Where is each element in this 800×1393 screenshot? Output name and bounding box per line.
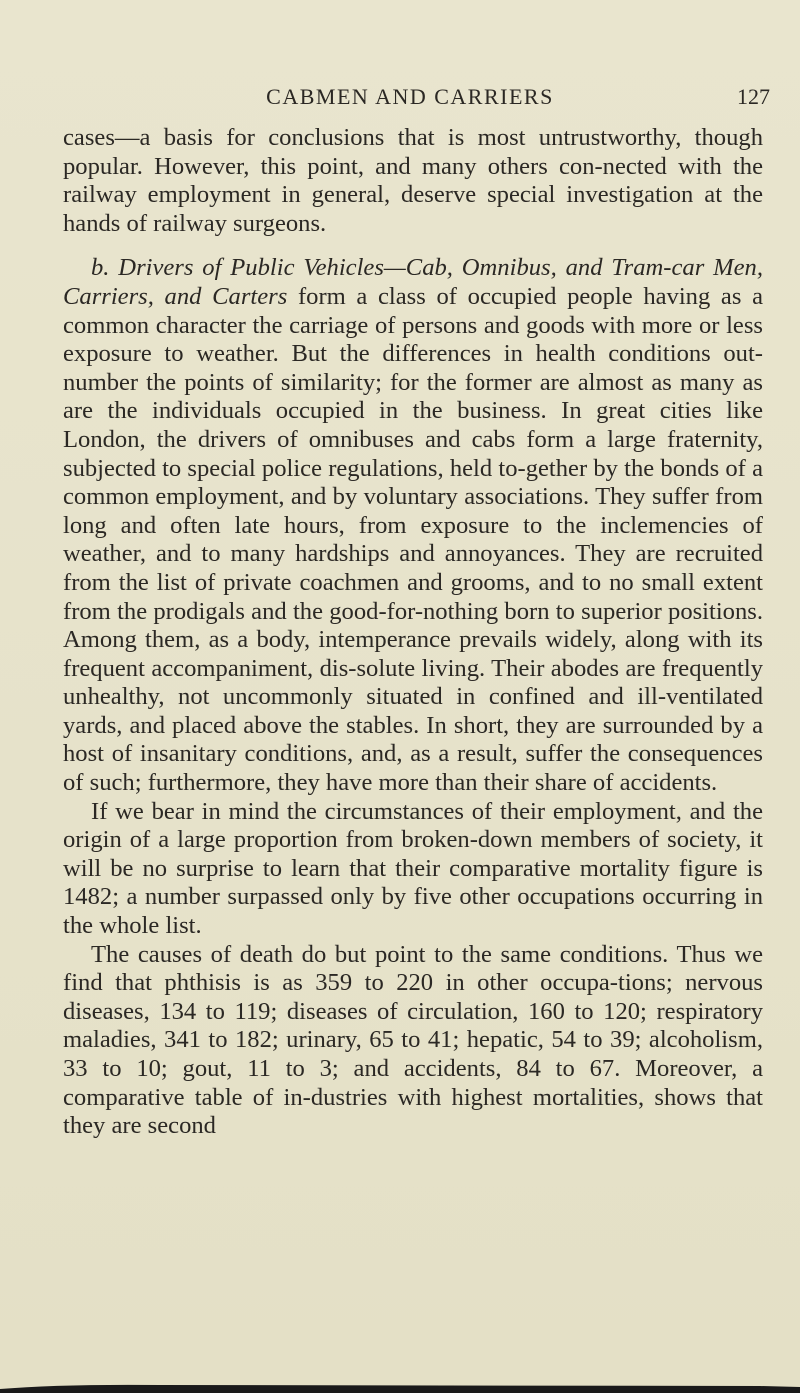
paragraph-4: The causes of death do but point to the same conditions. Thus we find that phthisis is as 359 to 220 in other occupa-tions; nervous diseases, 134 to 119; diseases of circulation, 160 to 120; respiratory maladies, 341 to 182; urinary, 65 to 41; hepatic, 54 to 39; alcoholism, 33 to 10; gout, 11 to 3; and accidents, 84 to 67. Moreover, a comparative table of in-dustries with highest mortalities, shows that they are second xyxy=(63,940,763,1140)
running-head xyxy=(60,84,770,114)
section-heading: b. Drivers of Public Vehicles—Cab, Omnibus, and Tram-car Men, Carriers, and Carters xyxy=(63,254,763,310)
paragraph-2-text: form a class of occupied people having as a common character the carriage of persons and goods with more or less exposure to weather. But the differences in health conditions out-number the points of similarity; for the former are almost as many as are the individuals occupied in the business. In great cities like London, the drivers of omnibuses and cabs form a large fraternity, subjected to special police regulations, held to-gether by the bonds of a common employment, and by voluntary associations. They suffer from long and often late hours, from exposure to the inclemencies of weather, and to many hardships and annoyances. They are recruited from the list of private coachmen and grooms, and to no small extent from the prodigals and the good-for-nothing born to superior positions. Among them, as a body, intemperance prevails widely, along with its frequent accompaniment, dis-solute living. Their abodes are frequently unhealthy, not uncommonly situated in confined and ill-ventilated yards, and placed above the stables. In short, they are surrounded by a host of insanitary conditions, and, as a result, suffer the consequences of such; furthermore, they have more than their share of accidents. xyxy=(63,282,763,797)
body-text xyxy=(63,124,763,1141)
bottom-edge-rule xyxy=(0,1378,800,1393)
running-title: CABMEN AND CARRIERS xyxy=(266,84,554,109)
paragraph-2 xyxy=(63,254,763,797)
paragraph-1: cases—a basis for conclusions that is most untrustworthy, though popular. However, this point, and many others con-nected with the railway employment in general, deserve special investigation at the hands of railway surgeons. xyxy=(63,124,763,237)
page-number: 127 xyxy=(737,84,770,109)
paragraph-3: If we bear in mind the circumstances of their employment, and the origin of a large proportion from broken-down members of society, it will be no surprise to learn that their comparative mortality figure is 1482; a number surpassed only by five other occupations occurring in the whole list. xyxy=(63,797,763,940)
